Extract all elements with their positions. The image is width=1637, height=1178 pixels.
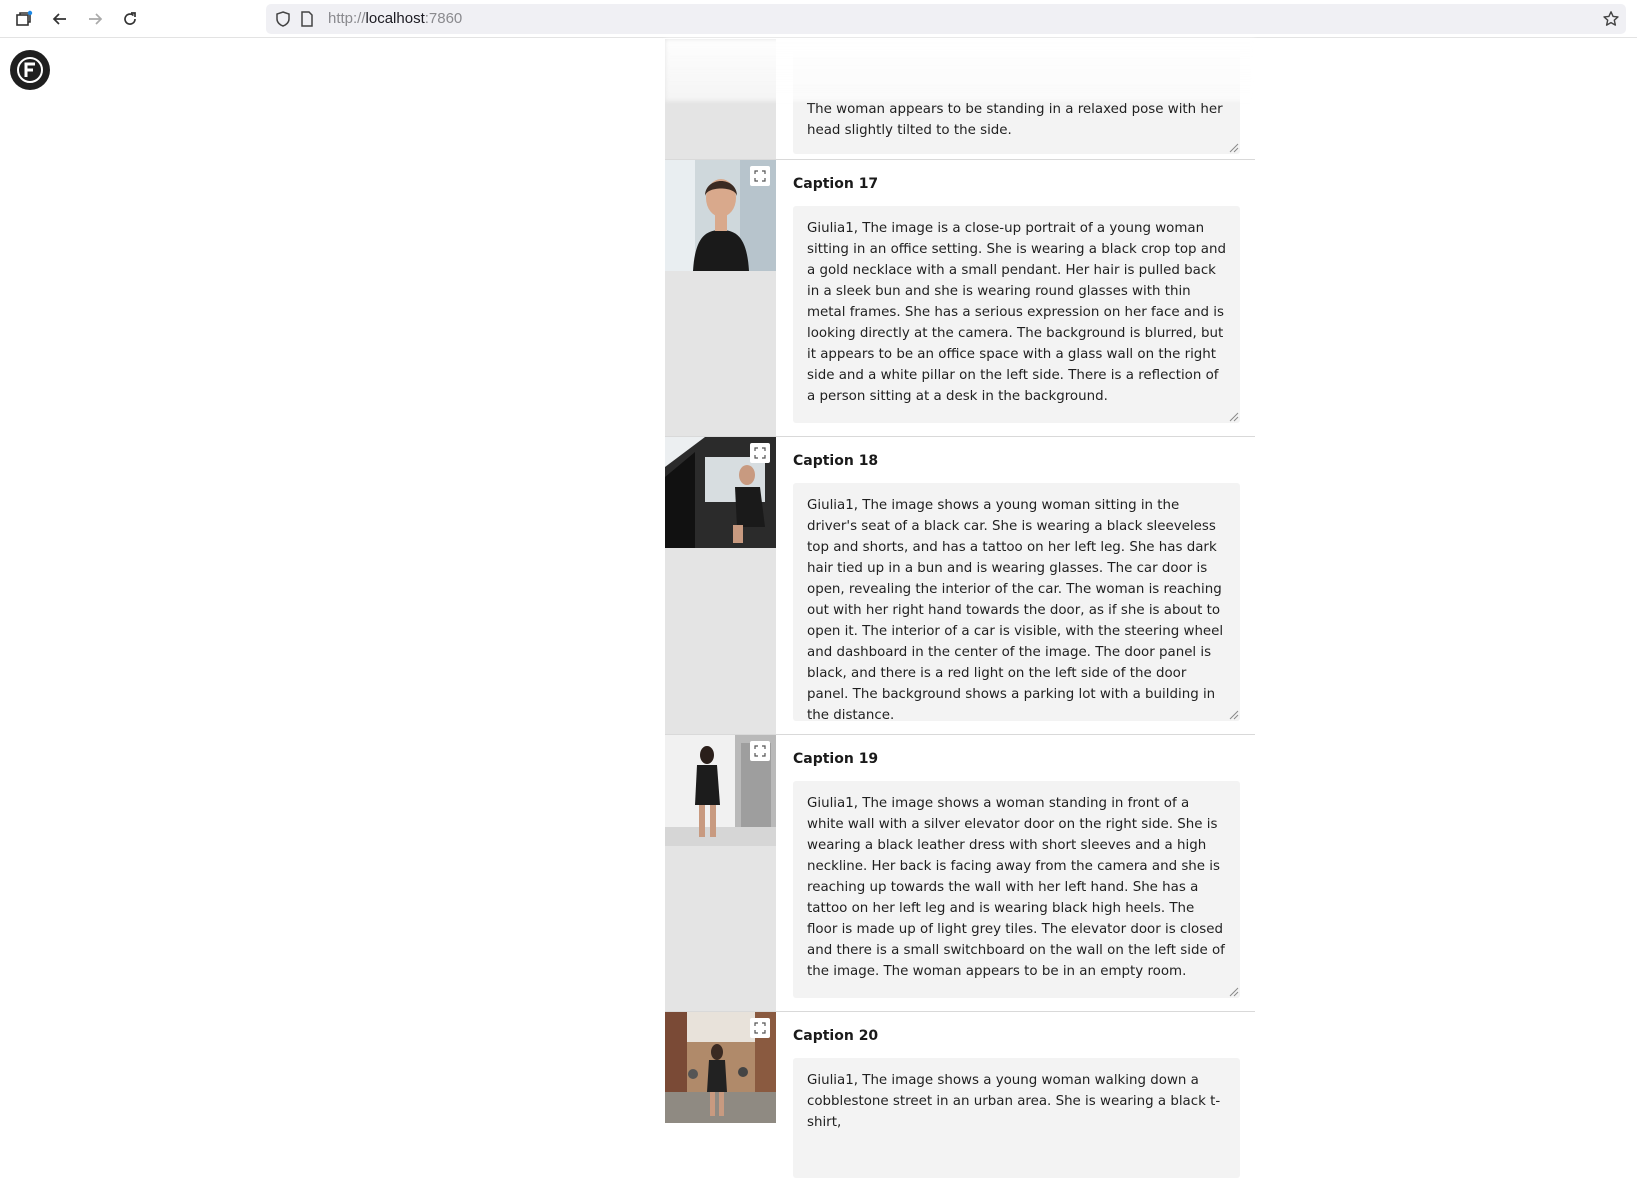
thumbnail-image[interactable] [665,437,776,548]
caption-textarea[interactable] [793,206,1240,423]
caption-list[interactable] [665,39,1255,1130]
resize-handle-icon[interactable] [1228,986,1238,996]
caption-label: Caption 17 [793,176,879,192]
expand-icon[interactable] [750,1018,770,1038]
caption-text: Giulia1, The image is a close-up portrait of a young woman sitting in an office setting. She is wearing a black crop top and a gold necklace with a small pendant. Her hair is pulled back in a sleek bun and she is wearing round glasses with thin metal frames. She has a serious expression on her face and is looking directly at the camera. The background is blurred, but it appears to be an office space with a glass wall on the right side and a white pillar on the left side. There is a reflection of a person sitting at a desk in the background. [807,221,1226,404]
thumbnail-image[interactable] [665,1012,776,1123]
caption-row-20 [665,1012,1255,1172]
caption-label: Caption 20 [793,1028,879,1044]
caption-label: Caption 18 [793,453,879,469]
caption-text: Giulia1, The image shows a young woman walking down a cobblestone street in an urban area. She is wearing a black t-shirt, [807,1073,1221,1130]
caption-row-18 [665,437,1255,735]
caption-label: Caption 19 [793,751,879,767]
caption-textarea[interactable] [793,1058,1240,1178]
resize-handle-icon[interactable] [1228,142,1238,152]
url-host: localhost [365,10,425,27]
caption-textarea[interactable] [793,483,1240,721]
url-text[interactable] [328,10,462,27]
shield-icon[interactable] [274,10,292,28]
page-icon[interactable] [298,10,316,28]
resize-handle-icon[interactable] [1228,411,1238,421]
url-port: :7860 [424,10,463,27]
app-logo[interactable] [10,50,50,90]
caption-row-17 [665,160,1255,437]
url-scheme: http:// [328,10,366,27]
back-icon[interactable] [48,7,72,31]
resize-handle-icon[interactable] [1228,709,1238,719]
reload-icon[interactable] [118,7,142,31]
caption-row-19 [665,735,1255,1012]
thumbnail-image[interactable] [665,735,776,846]
caption-text: Giulia1, The image shows a woman standing in front of a white wall with a silver elevator door on the right side. She is wearing a black leather dress with short sleeves and a high neckline. Her back is facing away from the camera and she is reaching up towards the wall with her left hand. She has a tattoo on her left leg and is wearing black high heels. The floor is made up of light grey tiles. The elevator door is closed and there is a small switchboard on the wall on the left side of the image. The woman appears to be in an empty room. [807,796,1225,979]
caption-text: Giulia1, The image shows a young woman sitting in the driver's seat of a black car. She is wearing a black sleeveless top and shorts, and has a tattoo on her left leg. She has dark hair tied up in a bun and is wearing glasses. The car door is open, revealing the interior of the car. The woman is reaching out with her right hand towards the door, as if she is about to open it. The interior of a car is visible, with the steering wheel and dashboard in the center of the image. The door panel is black, and there is a red light on the left side of the door panel. The background shows a parking lot with a building in the distance. [807,498,1224,723]
expand-icon[interactable] [750,166,770,186]
forward-icon[interactable] [83,7,107,31]
caption-text: The woman appears to be standing in a relaxed pose with her head slightly tilted to the side. [807,102,1223,138]
thumbnail-image[interactable] [665,160,776,271]
scroll-fade [665,39,1255,101]
expand-icon[interactable] [750,443,770,463]
caption-textarea[interactable] [793,781,1240,998]
bookmark-star-icon[interactable] [1602,10,1620,28]
expand-icon[interactable] [750,741,770,761]
tabs-icon[interactable] [12,7,36,31]
